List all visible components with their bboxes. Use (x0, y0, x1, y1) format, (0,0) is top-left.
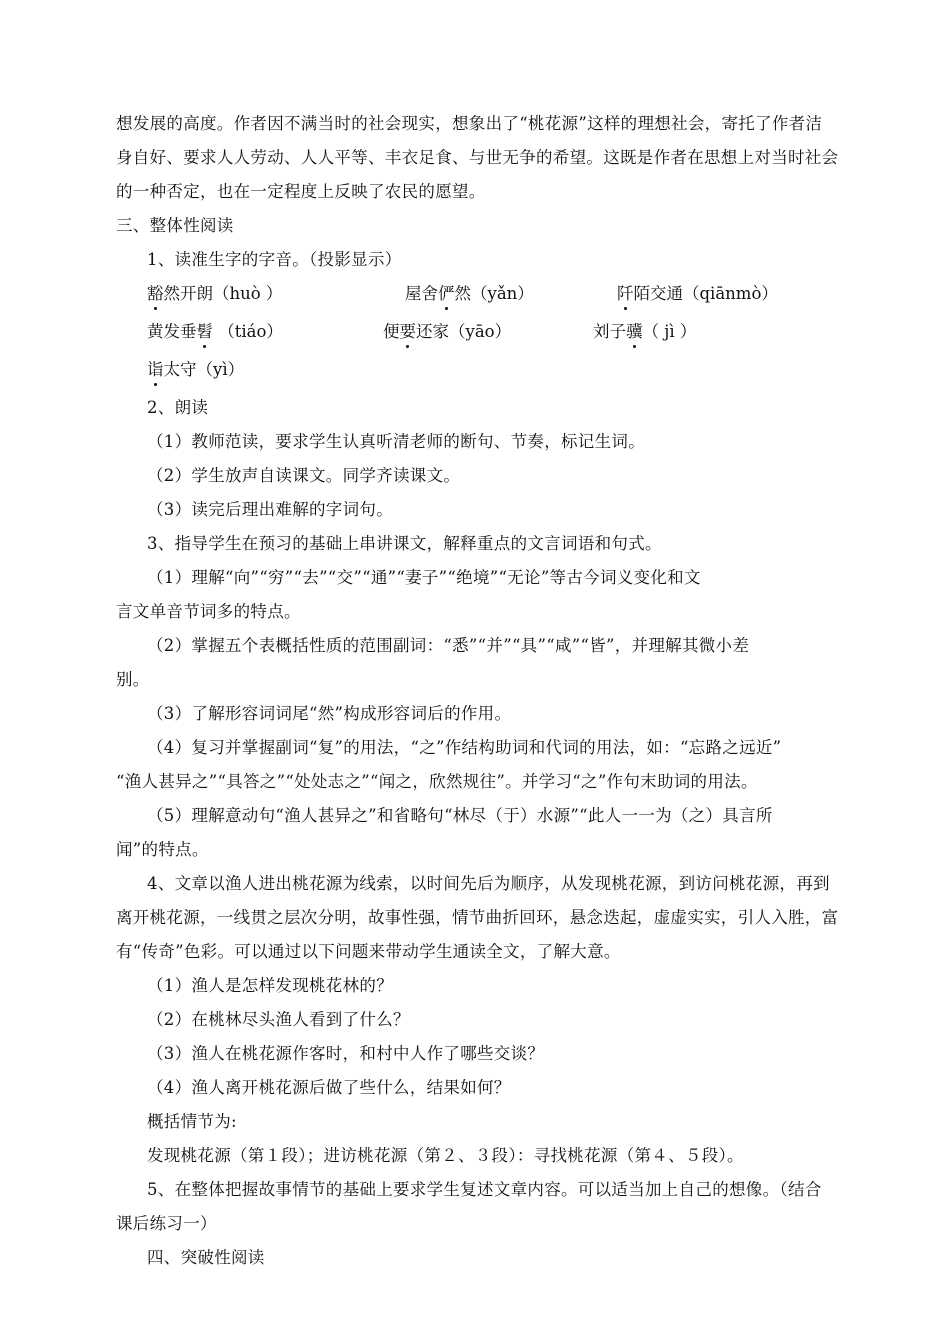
vocab-post: （ jì ） (642, 322, 697, 341)
item3-step-5-line-2: 闻”的特点。 (116, 840, 209, 859)
item3-step-4-line-2: “渔人甚异之”“具答之”“处处志之”“闻之，欣然规往”。并学习“之”作句末助词的用法。 (116, 772, 758, 791)
item5-line-1: 5、在整体把握故事情节的基础上要求学生复述文章内容。可以适当加上自己的想像。（结合 (147, 1180, 822, 1199)
item4-question-3: （3）渔人在桃花源作客时，和村中人作了哪些交谈？ (147, 1044, 545, 1063)
intro-line-3: 的一种否定，也在一定程度上反映了农民的愿望。 (116, 182, 486, 201)
vocab-dotted-char: 豁 (147, 284, 164, 303)
section3-heading: 三、整体性阅读 (116, 216, 234, 235)
vocab-dotted-char: 髫 (196, 322, 213, 341)
item5-line-2: 课后练习一） (116, 1214, 217, 1233)
item4-line-1: 4、文章以渔人进出桃花源为线索，以时间先后为顺序，从发现桃花源，到访问桃花源，再到 (147, 874, 830, 893)
item2-step-3: （3）读完后理出难解的字词句。 (147, 500, 393, 519)
item2-step-1: （1）教师范读，要求学生认真听清老师的断句、节奏，标记生词。 (147, 432, 645, 451)
item4-question-4: （4）渔人离开桃花源后做了些什么，结果如何？ (147, 1078, 511, 1097)
vocab-pre: 刘子 (593, 322, 626, 341)
summary-text: 发现桃花源（第１段）；进访桃花源（第２、３段）：寻找桃花源（第４、５段）。 (147, 1146, 744, 1165)
vocab-dotted-char: 要 (399, 322, 416, 341)
intro-line-1: 想发展的高度。作者因不满当时的社会现实，想象出了“桃花源”这样的理想社会，寄托了作者洁 (116, 114, 823, 133)
vocab-pre: 便 (383, 322, 400, 341)
item3-step-2-line-2: 别。 (116, 670, 150, 689)
vocab-post: 然（yǎn） (454, 284, 534, 303)
vocab-pre: 屋舍 (405, 284, 438, 303)
item4-line-3: 有“传奇”色彩。可以通过以下问题来带动学生通读全文，了解大意。 (116, 942, 621, 961)
vocab-dotted-char: 骥 (626, 322, 643, 341)
intro-line-2: 身自好、要求人人劳动、人人平等、丰衣足食、与世无争的希望。这既是作者在思想上对当时社会 (116, 148, 839, 167)
item3-step-5-line-1: （5）理解意动句“渔人甚异之”和省略句“林尽（于）水源”“此人一一为（之）具言所 (147, 806, 773, 825)
vocab-item (383, 321, 511, 343)
vocab-pre: 黄发垂 (147, 322, 197, 341)
item2-heading: 2、朗读 (147, 398, 209, 417)
item1-heading: 1、读准生字的字音。（投影显示） (147, 250, 402, 269)
item3-step-1-line-2: 言文单音节词多的特点。 (116, 602, 301, 621)
summary-label: 概括情节为: (147, 1112, 237, 1131)
vocab-item (617, 283, 778, 305)
item3-heading: 3、指导学生在预习的基础上串讲课文，解释重点的文言词语和句式。 (147, 534, 662, 553)
item3-step-2-line-1: （2）掌握五个表概括性质的范围副词：“悉”“并”“具”“咸”“皆”，并理解其微小差 (147, 636, 750, 655)
item4-question-2: （2）在桃林尽头渔人看到了什么？ (147, 1010, 410, 1029)
item3-step-1-line-1: （1）理解“向”“穷”“去”“交”“通”“妻子”“绝境”“无论”等古今词义变化和文 (147, 568, 701, 587)
vocab-item (147, 321, 283, 343)
item2-step-2: （2）学生放声自读课文。同学齐读课文。 (147, 466, 461, 485)
item4-question-1: （1）渔人是怎样发现桃花林的？ (147, 976, 393, 995)
vocab-item (405, 283, 534, 305)
section4-heading: 四、突破性阅读 (147, 1248, 265, 1267)
vocab-item (147, 283, 282, 305)
vocab-post: （tiáo） (213, 322, 283, 341)
vocab-dotted-char: 诣 (147, 360, 164, 379)
vocab-post: 太守（yì） (163, 360, 245, 379)
item4-line-2: 离开桃花源，一线贯之层次分明，故事性强，情节曲折回环，悬念迭起，虚虚实实，引人入胜，富 (116, 908, 839, 927)
vocab-post: 陌交通（qiānmò） (633, 284, 778, 303)
vocab-item (593, 321, 696, 343)
item3-step-3: （3）了解形容词词尾“然”构成形容词后的作用。 (147, 704, 512, 723)
vocab-dotted-char: 俨 (438, 284, 455, 303)
item3-step-4-line-1: （4）复习并掌握副词“复”的用法，“之”作结构助词和代词的用法，如：“忘路之远近” (147, 738, 782, 757)
vocab-post: 还家（yāo） (416, 322, 512, 341)
vocab-item (147, 359, 244, 381)
vocab-post: 然开朗（huò ） (163, 284, 283, 303)
vocab-dotted-char: 阡 (617, 284, 634, 303)
